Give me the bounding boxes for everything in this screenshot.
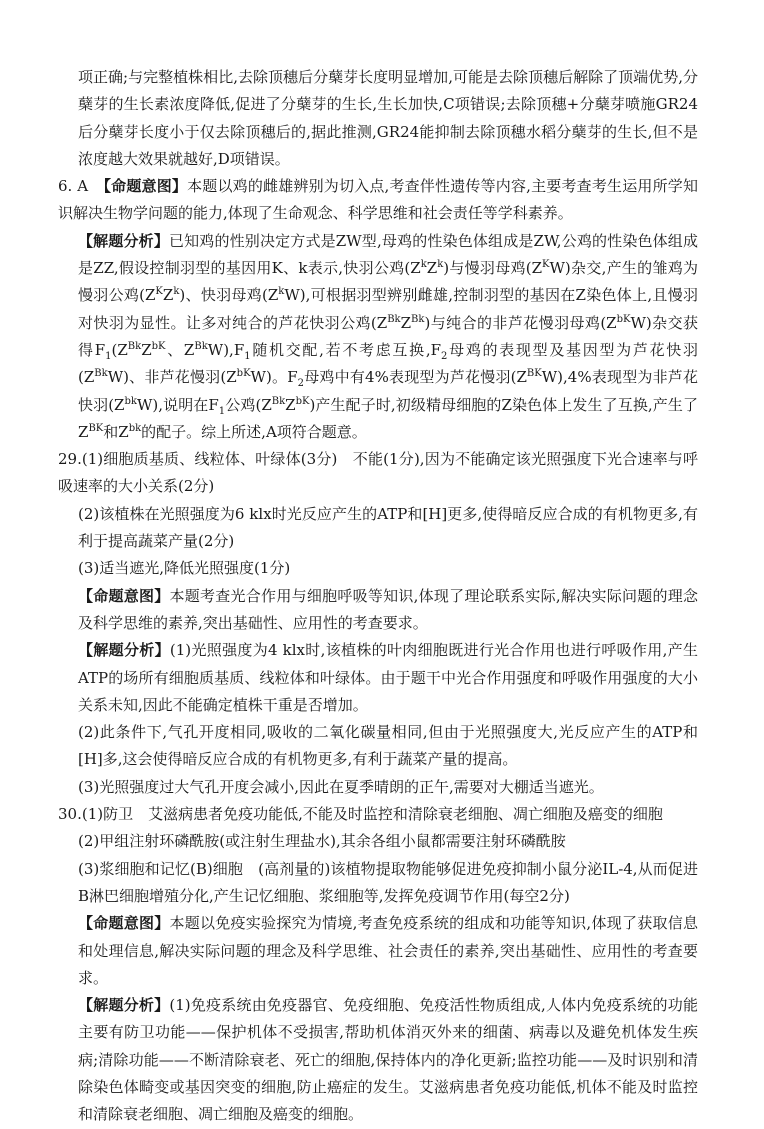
q6-text-s: 母鸡中有4%表现型为芦花慢羽(Z (304, 368, 527, 387)
q30-analysis-text: (1)免疫系统由免疫器官、免疫细胞、免疫活性物质组成,人体内免疫系统的功能主要有防卫功能——保护机体不受损害,帮助机体消灭外来的细菌、病毒以及避免机体发生疾病;清除功能——不断清除衰老、死亡的细胞,保持体内的净化更新;监控功能——及时识别和清除染色体畸变或基因突变的细胞,防止癌症的发生。艾滋病患者免疫功能低,机体不能及时监控和清除衰老细胞、凋亡细胞及癌变的细胞。 (78, 996, 698, 1124)
paragraph-top (58, 64, 698, 173)
sub: 1 (244, 350, 251, 362)
sup: k (437, 259, 444, 271)
q30-answer-3: (3)浆细胞和记忆(B)细胞 (高剂量的)该植物提取物能够促进免疫抑制小鼠分泌IL-4,从而促进B淋巴细胞增殖分化,产生记忆细胞、浆细胞等,发挥免疫调节作用(每空2分) (78, 859, 698, 905)
q29-answer-3: (3)适当遮光,降低光照强度(1分) (78, 559, 291, 578)
sup: bk (128, 422, 142, 434)
sup: Bk (127, 340, 142, 352)
q30-intent (58, 910, 698, 992)
q6-text-j: W)杂交获得F (78, 313, 698, 359)
q6-tag-intent: 【命题意图】 (103, 177, 188, 196)
q29-answer-1 (58, 446, 698, 501)
q6-text-a: 已知鸡的性别决定方式是ZW型,母鸡的性染色体组成是ZW,公鸡的性染色体组成是ZZ,假设控制羽型的基因用K、k表示,快羽公鸡(Z (78, 231, 698, 278)
sup: K (155, 286, 163, 298)
q30-tag-analysis: 【解题分析】 (78, 996, 170, 1015)
sup: bK (236, 368, 251, 380)
q29-tag-analysis: 【解题分析】 (78, 641, 170, 660)
q29-tag-intent: 【命题意图】 (78, 586, 170, 605)
q6-text-o: 随机交配,若不考虑互换,F (250, 340, 442, 359)
q30-number: 30. (58, 805, 82, 824)
q6-text-h: Z (400, 313, 412, 332)
q6-text-v: 公鸡(Z (225, 395, 272, 414)
sub: 1 (218, 405, 226, 417)
q30-analysis (58, 992, 698, 1128)
q29-analysis-2: (2)此条件下,气孔开度相同,吸收的二氧化碳量相同,但由于光照强度大,光反应产生的ATP和[H]多,这会使得暗反应合成的有机物更多,有利于蔬菜产量的提高。 (78, 723, 698, 769)
q30-answer-1 (58, 801, 698, 828)
sup: bK (151, 340, 166, 352)
sup: BK (88, 422, 104, 434)
q6-text-i: )与纯合的非芦花慢羽母鸡(Z (424, 313, 617, 332)
q29-analysis-1-text: (1)光照强度为4 klx时,该植株的叶肉细胞既进行光合作用也进行呼吸作用,产生ATP的场所有细胞质基质、线粒体和叶绿体。由于题干中光合作用强度和呼吸作用强度的大小关系未知,因此不能确定植株干重是否增加。 (78, 641, 698, 714)
sub: 2 (297, 378, 305, 390)
sub: 1 (105, 350, 112, 362)
q29-number: 29. (58, 450, 82, 469)
sup: bK (295, 395, 310, 407)
q29-intent-text: 本题考查光合作用与细胞呼吸等知识,体现了理论联系实际,解决实际问题的理念及科学思维的素养,突出基础性、应用性的考查要求。 (78, 586, 698, 632)
sup: k (173, 286, 180, 298)
q6-text-f: )、快羽母鸡(Z (179, 286, 279, 305)
q29-analysis-1 (58, 637, 698, 719)
q6-text-w: Z (285, 395, 296, 414)
q29-answer-1-text: (1)细胞质基质、线粒体、叶绿体(3分) 不能(1分),因为不能确定该光照强度下光合速率与呼吸速率的大小关系(2分) (58, 450, 698, 496)
sup: Bk (271, 395, 286, 407)
sub: 2 (441, 350, 448, 362)
q30-answer-2: (2)甲组注射环磷酰胺(或注射生理盐水),其余各组小鼠都需要注射环磷酰胺 (78, 832, 566, 851)
q6-text-q: W)、非芦花慢羽(Z (107, 368, 237, 387)
q29-answer-2: (2)该植株在光照强度为6 klx时光反应产生的ATP和[H]更多,使得暗反应合成的有机物更多,有利于提高蔬菜产量(2分) (78, 504, 698, 551)
q6-number: 6. A (58, 177, 89, 196)
q6-text-m: 、Z (165, 340, 195, 359)
sup: k (420, 259, 427, 271)
q6-text-b: Z (426, 259, 438, 278)
q6-text-g: W),可根据羽型辨别雌雄,控制羽型的基因在Z染色体上,且慢羽对快羽为显性。让多对纯合的芦花快羽公鸡(Z (78, 286, 698, 332)
sup: BK (526, 368, 542, 380)
q6-text-y: 和Z (103, 422, 129, 441)
q6-text-n: W),F (207, 340, 245, 359)
q6-text-z: 的配子。综上所述,A项符合题意。 (141, 422, 367, 441)
q6-heading (58, 173, 698, 228)
sup: Bk (194, 340, 208, 352)
q29-intent (58, 583, 698, 638)
q30-intent-text: 本题以免疫实验探究为情境,考查免疫系统的组成和功能等知识,体现了获取信息和处理信息,解决实际问题的理念及科学思维、社会责任的素养,突出基础性、应用性的考查要求。 (78, 914, 698, 987)
q6-text-c: )与慢羽母鸡(Z (443, 259, 543, 278)
q30-tag-intent: 【命题意图】 (78, 914, 170, 933)
q6-text-r: W)。F (250, 368, 298, 387)
q6-text-d: W)杂交,产生的雏鸡为慢羽公鸡(Z (78, 259, 698, 305)
q6-text-x: )产生配子时,初级精母细胞的Z染色体上发生了互换,产生了Z (78, 395, 698, 441)
sup: bk (124, 395, 137, 407)
q30-answer-1-text: (1)防卫 艾滋病患者免疫功能低,不能及时监控和清除衰老细胞、凋亡细胞及癌变的细胞 (81, 805, 663, 824)
q6-text-t: W),4%表现型为非芦花快羽(Z (78, 368, 698, 414)
q6-text-p: 母鸡的表现型及基因型为芦花快羽(Z (78, 340, 698, 387)
q6-analysis (58, 228, 698, 446)
q6-text-k: (Z (111, 340, 128, 359)
sup: K (542, 259, 550, 271)
q6-text-l: Z (141, 340, 152, 359)
sup: Bk (411, 313, 425, 325)
q6-text-u: W),说明在F (136, 395, 219, 414)
sup: k (278, 286, 285, 298)
sup: bK (616, 313, 631, 325)
q6-intent-text: 本题以鸡的雌雄辨别为切入点,考查伴性遗传等内容,主要考查考生运用所学知识解决生物学问题的能力,体现了生命观念、科学思维和社会责任等学科素养。 (58, 177, 698, 223)
sup: Bk (94, 368, 108, 380)
q6-tag-analysis: 【解题分析】 (78, 231, 169, 250)
q6-text-e: Z (162, 286, 174, 305)
text-top: 项正确;与完整植株相比,去除顶穗后分蘖芽长度明显增加,可能是去除顶穗后解除了顶端优势,分蘖芽的生长素浓度降低,促进了分蘖芽的生长,生长加快,C项错误;去除顶穗+分蘖芽喷施GR24后分蘖芽长度小于仅去除顶穗后的,据此推测,GR24能抑制去除顶穗水稻分蘖芽的生长,但不是浓度越大效果就越好,D项错误。 (78, 68, 698, 168)
sup: Bk (387, 313, 401, 325)
q29-analysis-3: (3)光照强度过大气孔开度会减小,因此在夏季晴朗的正午,需要对大棚适当遮光。 (78, 777, 604, 796)
